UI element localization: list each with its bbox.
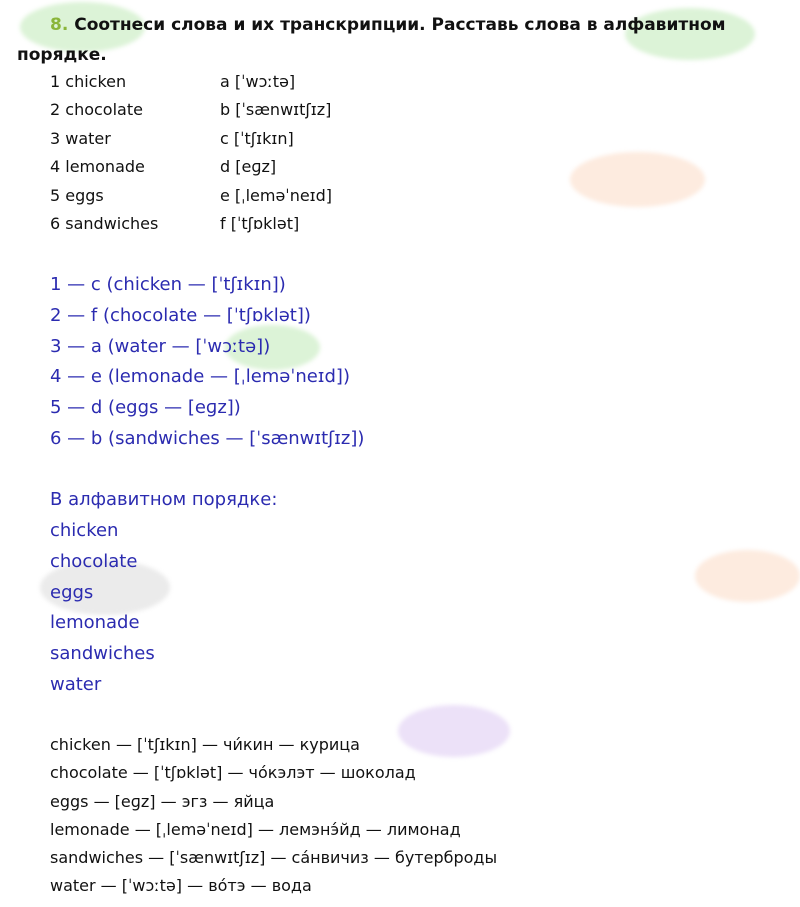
pair-word: 1 chicken — [50, 72, 127, 91]
pair-row — [50, 68, 332, 96]
task-heading — [17, 10, 792, 70]
answer-row: 3 — a (water — [ˈwɔːtə]) — [50, 335, 271, 357]
watermark-cloud — [695, 550, 800, 602]
pair-word: 3 water — [50, 128, 111, 148]
pair-word: 2 chocolate — [50, 100, 143, 120]
pair-transcription: f [ˈtʃɒklət] — [220, 213, 300, 233]
glossary-row: lemonade — [ˌleməˈneɪd] — лемэнэ́йд — лимонад — [50, 819, 461, 839]
task-number: 8. — [50, 15, 69, 35]
pair-transcription: c [ˈtʃɪkɪn] — [220, 128, 294, 148]
pair-transcription: d [eɡz] — [220, 157, 277, 177]
answer-row: 2 — f (chocolate — [ˈtʃɒklət]) — [50, 304, 311, 326]
pair-row — [50, 96, 332, 124]
pair-word: 6 sandwiches — [50, 213, 159, 233]
alphabetical-word: eggs — [50, 581, 94, 603]
pair-word: 5 eggs — [50, 185, 104, 205]
pair-row — [50, 125, 332, 153]
pair-row — [50, 210, 332, 238]
watermark-cloud — [570, 152, 705, 207]
answer-row: 4 — e (lemonade — [ˌleməˈneɪd]) — [50, 366, 350, 388]
pair-row — [50, 153, 332, 181]
alphabetical-title: В алфавитном порядке: — [50, 489, 278, 510]
pair-transcription: e [ˌleməˈneɪd] — [220, 185, 333, 205]
glossary-row: sandwiches — [ˈsænwɪtʃɪz] — са́нвичиз — бутерброды — [50, 848, 498, 868]
glossary-row: chocolate — [ˈtʃɒklət] — чо́кэлэт — шоколад — [50, 763, 416, 783]
pair-transcription: b [ˈsænwɪtʃɪz] — [220, 100, 332, 120]
alphabetical-word: water — [50, 673, 102, 695]
answer-row: 6 — b (sandwiches — [ˈsænwɪtʃɪz]) — [50, 427, 365, 449]
matching-list — [50, 68, 332, 238]
glossary-list — [50, 731, 497, 901]
answer-list — [50, 270, 364, 455]
task-text: Соотнеси слова и их транскрипции. Расставь слова в алфавитном порядке. — [17, 15, 726, 65]
answer-row: 1 — c (chicken — [ˈtʃɪkɪn]) — [50, 274, 286, 295]
pair-transcription: a [ˈwɔːtə] — [220, 72, 296, 91]
alphabetical-list — [50, 485, 277, 701]
alphabetical-word: sandwiches — [50, 643, 155, 665]
pair-word: 4 lemonade — [50, 157, 145, 177]
glossary-row: eggs — [eɡz] — эгз — яйца — [50, 791, 275, 811]
alphabetical-word: chocolate — [50, 550, 138, 572]
pair-row — [50, 182, 332, 210]
glossary-row: chicken — [ˈtʃɪkɪn] — чи́кин — курица — [50, 735, 360, 754]
answer-row: 5 — d (eggs — [eɡz]) — [50, 397, 241, 419]
alphabetical-word: lemonade — [50, 612, 140, 634]
alphabetical-word: chicken — [50, 520, 119, 541]
glossary-row: water — [ˈwɔːtə] — во́тэ — вода — [50, 876, 312, 896]
